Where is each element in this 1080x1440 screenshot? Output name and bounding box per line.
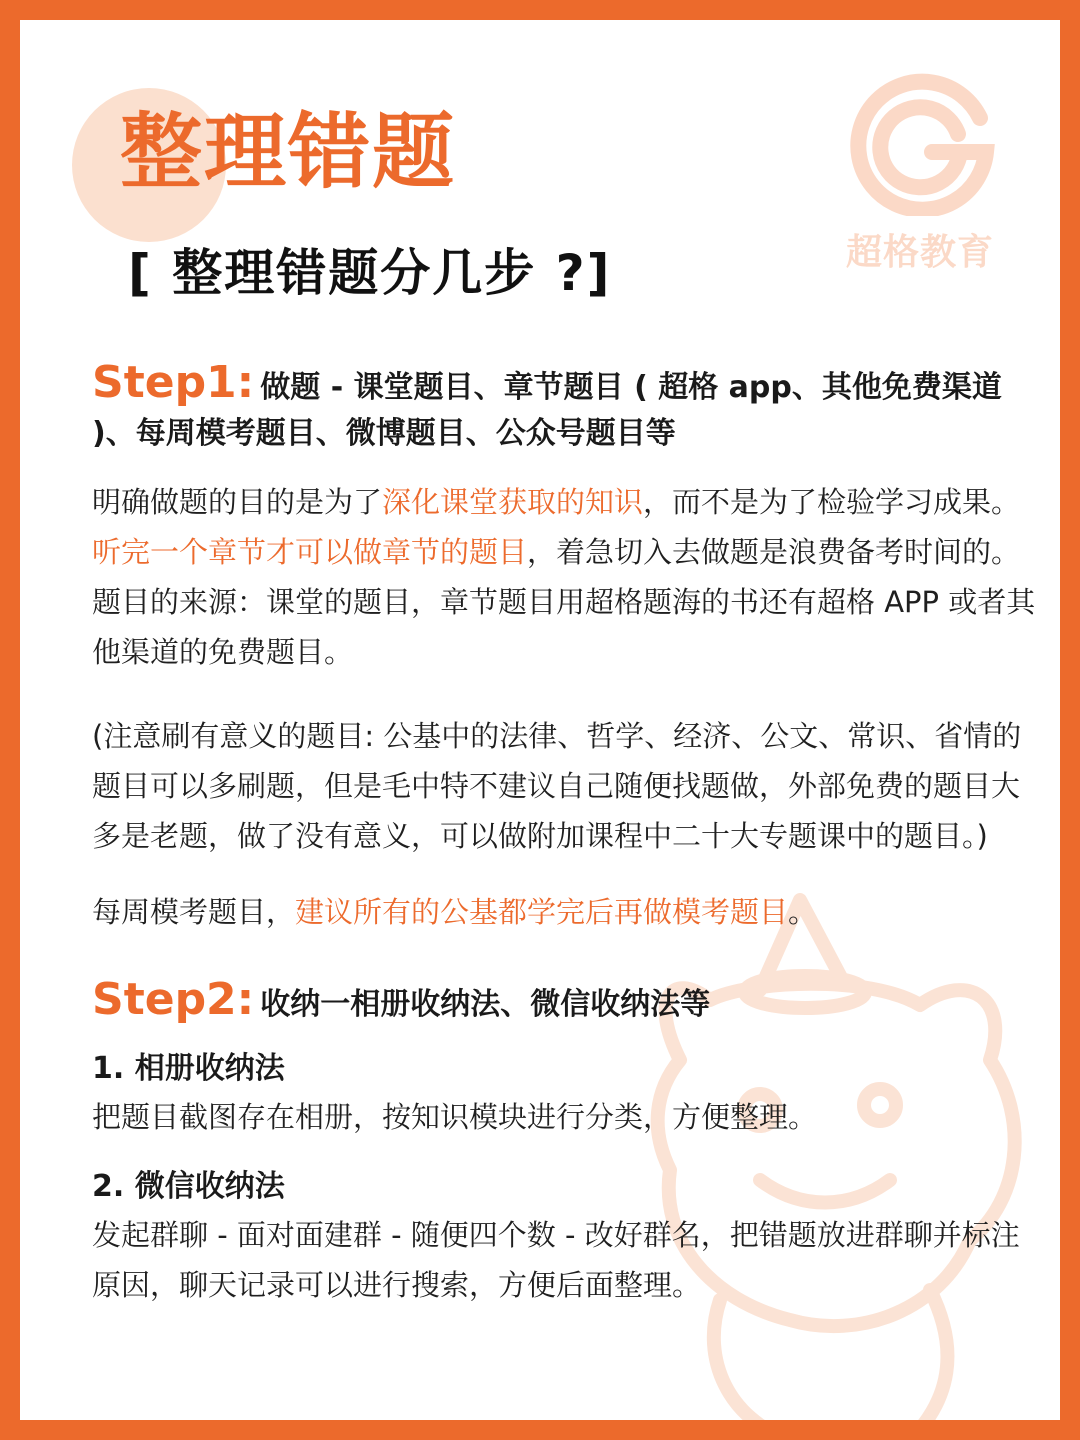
step2-item-2-title: 2. 微信收纳法 [92, 1169, 285, 1204]
step2-item-1-text: 把题目截图存在相册，按知识模块进行分类，方便整理。 [92, 1100, 818, 1134]
step2-item-2-text: 发起群聊 - 面对面建群 - 随便四个数 - 改好群名，把错题放进群聊并标注原因，聊天记录可以进行搜索，方便后面整理。 [92, 1218, 1020, 1302]
step1-heading [92, 357, 1042, 457]
content-area [92, 357, 1042, 1310]
text-segment: 明确做题的目的是为了 [92, 485, 383, 519]
text-segment: ，而不是为了检验学习成果。 [643, 485, 1021, 519]
page-title: 整理错题 [120, 105, 457, 200]
highlight-text: 听完一个章节才可以做章节的题目 [92, 535, 528, 569]
step1-label: Step1: [92, 357, 255, 408]
step2-label: Step2: [92, 974, 255, 1025]
step1-paragraph-3 [92, 887, 1042, 937]
page-subtitle: [ 整理错题分几步 ?] [128, 244, 612, 302]
brand-name: 超格教育 [845, 232, 994, 273]
step1-paragraph-1 [92, 477, 1042, 677]
step2-heading [92, 974, 1042, 1028]
text-segment: 。 [788, 895, 818, 929]
highlight-text: 建议所有的公基都学完后再做模考题目 [295, 895, 789, 929]
text-segment: ，着急切入去做题是浪费备考时间的。题目的来源：课堂的题目，章节题目用超格题海的书还有超格 APP 或者其他渠道的免费题目。 [92, 535, 1036, 669]
step2-item-1-title: 1. 相册收纳法 [92, 1051, 285, 1086]
step2-heading-text: 收纳一相册收纳法、微信收纳法等 [260, 987, 711, 1022]
step1-paragraph-2: (注意刷有意义的题目: 公基中的法律、哲学、经济、公文、常识、省情的题目可以多刷题，但是毛中特不建议自己随便找题做，外部免费的题目大多是老题，做了没有意义，可以做附加课程中二十大专题课中的题目。) [92, 719, 1022, 853]
highlight-text: 深化课堂获取的知识 [382, 485, 644, 519]
step1-heading-text: 做题 - 课堂题目、章节题目 ( 超格 app、其他免费渠道 )、每周模考题目、微博题目、公众号题目等 [92, 370, 1002, 451]
text-segment: 每周模考题目， [92, 895, 296, 929]
brand-logo [840, 56, 1000, 276]
g-logo-icon [840, 56, 1000, 216]
